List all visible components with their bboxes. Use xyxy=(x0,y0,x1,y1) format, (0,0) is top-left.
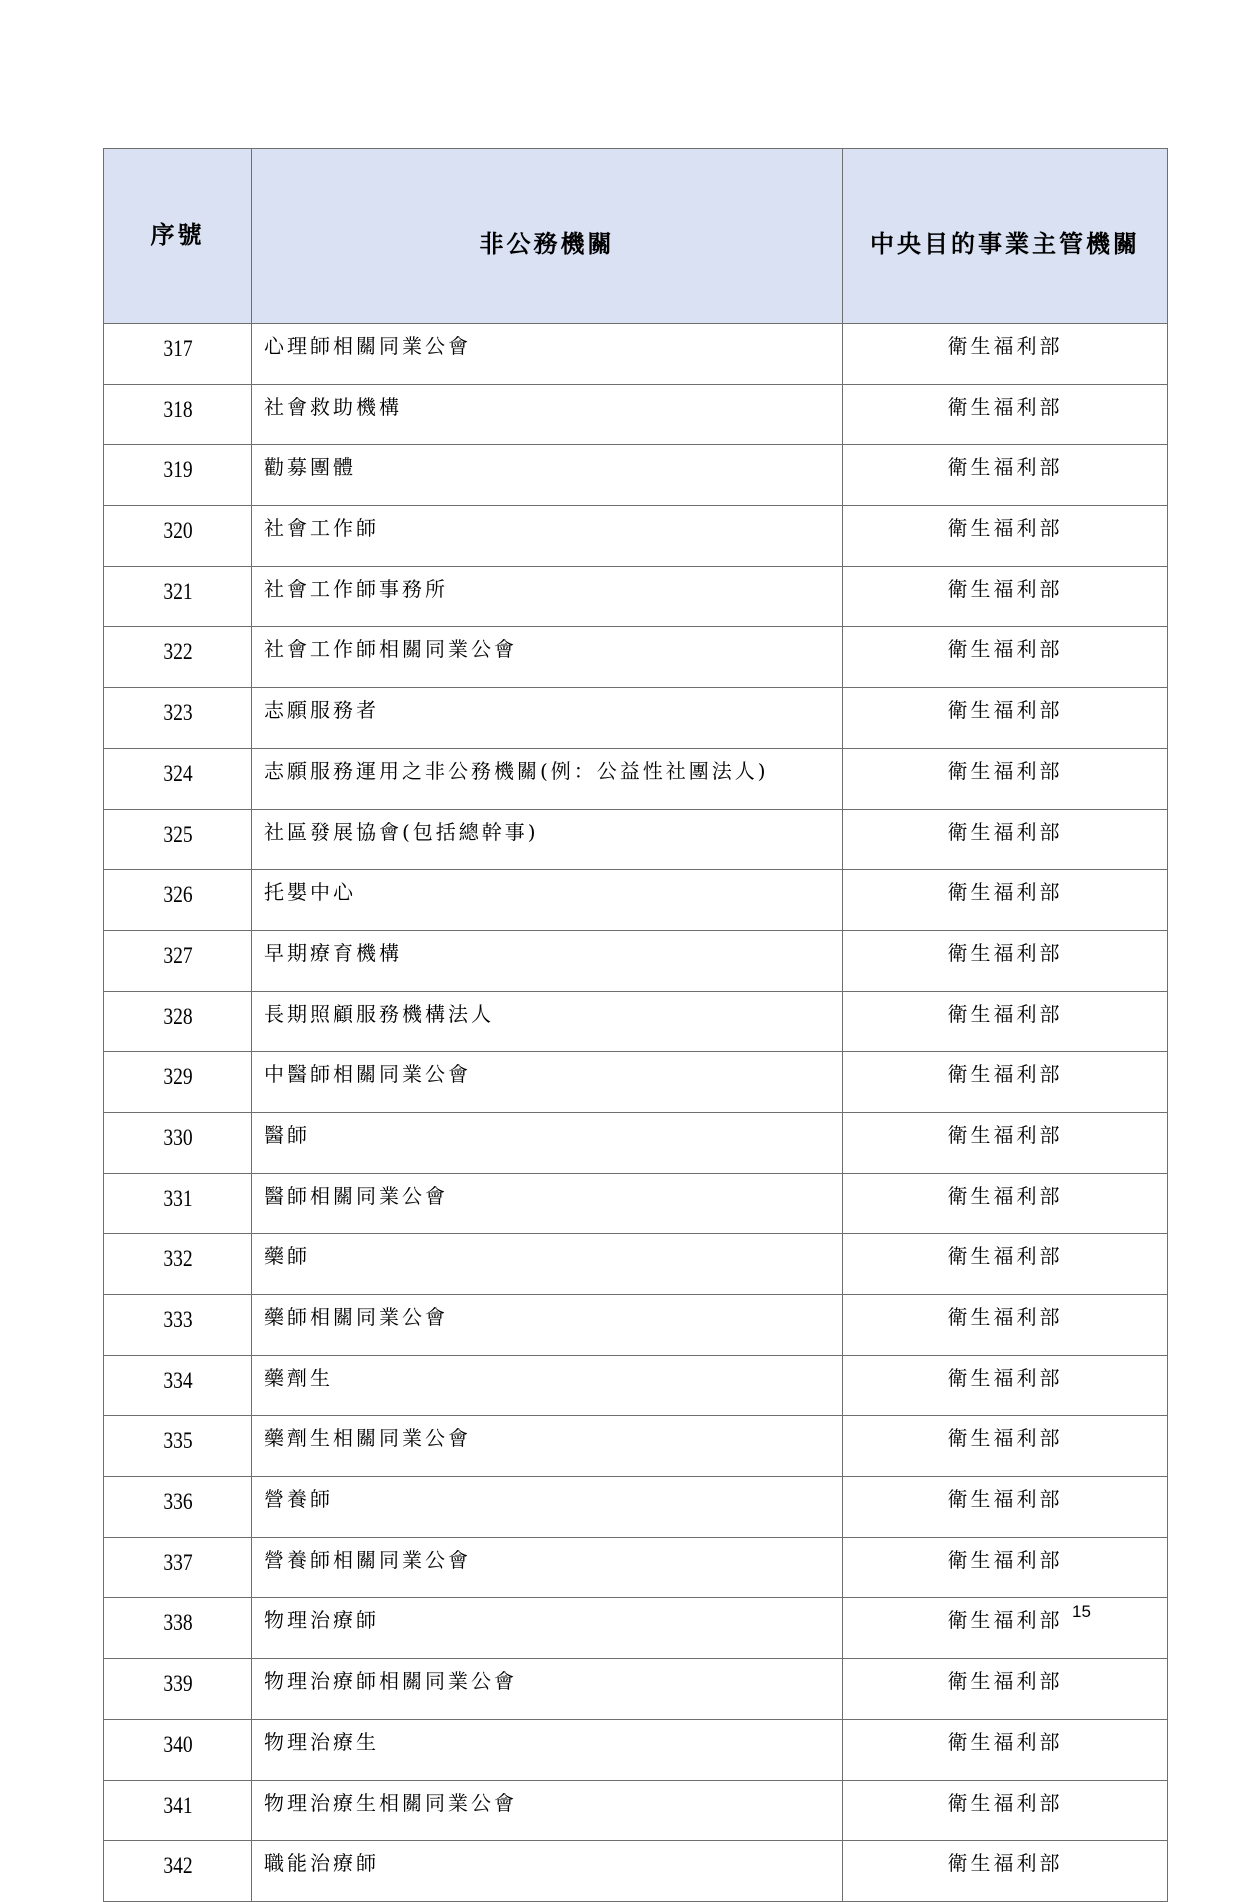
row-authority: 衛生福利部 xyxy=(843,809,1168,870)
header-authority: 中央目的事業主管機關 xyxy=(843,149,1168,324)
row-organization: 早期療育機構 xyxy=(252,930,843,991)
row-authority: 衛生福利部 xyxy=(843,1355,1168,1416)
table-row xyxy=(104,324,1168,385)
row-organization: 物理治療生 xyxy=(252,1719,843,1780)
header-org: 非公務機關 xyxy=(252,149,843,324)
table-row xyxy=(104,627,1168,688)
row-authority: 衛生福利部 xyxy=(843,1295,1168,1356)
table-row xyxy=(104,1598,1168,1659)
table-row xyxy=(104,1659,1168,1720)
table-row xyxy=(104,870,1168,931)
row-number: 327 xyxy=(115,930,241,991)
table-row xyxy=(104,991,1168,1052)
row-organization: 志願服務者 xyxy=(252,688,843,749)
row-authority: 衛生福利部 xyxy=(843,1173,1168,1234)
row-number: 336 xyxy=(115,1477,241,1538)
row-organization: 社會工作師事務所 xyxy=(252,566,843,627)
row-authority: 衛生福利部 xyxy=(843,1416,1168,1477)
row-authority: 衛生福利部 xyxy=(843,1112,1168,1173)
row-organization: 物理治療生相關同業公會 xyxy=(252,1780,843,1841)
row-authority: 衛生福利部 xyxy=(843,384,1168,445)
row-organization: 心理師相關同業公會 xyxy=(252,324,843,385)
row-number: 318 xyxy=(115,384,241,445)
row-authority: 衛生福利部 xyxy=(843,1841,1168,1902)
row-number: 332 xyxy=(115,1234,241,1295)
page-number: 15 xyxy=(1072,1602,1091,1621)
row-authority: 衛生福利部 xyxy=(843,748,1168,809)
table-row xyxy=(104,748,1168,809)
row-number: 337 xyxy=(115,1537,241,1598)
row-number: 340 xyxy=(115,1719,241,1780)
row-authority: 衛生福利部 xyxy=(843,991,1168,1052)
row-number: 341 xyxy=(115,1780,241,1841)
row-number: 323 xyxy=(115,688,241,749)
row-number: 321 xyxy=(115,566,241,627)
row-organization: 藥師 xyxy=(252,1234,843,1295)
table-row xyxy=(104,1355,1168,1416)
row-authority: 衛生福利部 xyxy=(843,506,1168,567)
row-organization: 職能治療師 xyxy=(252,1841,843,1902)
row-number: 317 xyxy=(115,324,241,385)
row-organization: 社區發展協會(包括總幹事) xyxy=(252,809,843,870)
row-organization: 社會工作師 xyxy=(252,506,843,567)
table-row xyxy=(104,1719,1168,1780)
header-seq: 序號 xyxy=(104,149,252,324)
table-row xyxy=(104,1112,1168,1173)
table-row xyxy=(104,445,1168,506)
row-organization: 藥劑生相關同業公會 xyxy=(252,1416,843,1477)
table-row xyxy=(104,1780,1168,1841)
row-authority: 衛生福利部 xyxy=(843,1780,1168,1841)
table-row xyxy=(104,384,1168,445)
row-number: 338 xyxy=(115,1598,241,1659)
table-row xyxy=(104,1416,1168,1477)
organization-table xyxy=(103,148,1168,1902)
row-number: 335 xyxy=(115,1416,241,1477)
row-organization: 托嬰中心 xyxy=(252,870,843,931)
table-header-row xyxy=(104,149,1168,324)
row-organization: 藥師相關同業公會 xyxy=(252,1295,843,1356)
table-row xyxy=(104,1173,1168,1234)
row-authority: 衛生福利部 xyxy=(843,324,1168,385)
row-authority: 衛生福利部 xyxy=(843,688,1168,749)
row-authority: 衛生福利部 xyxy=(843,1477,1168,1538)
row-organization: 醫師 xyxy=(252,1112,843,1173)
table-row xyxy=(104,506,1168,567)
table-row xyxy=(104,688,1168,749)
row-organization: 營養師 xyxy=(252,1477,843,1538)
row-organization: 物理治療師 xyxy=(252,1598,843,1659)
row-number: 329 xyxy=(115,1052,241,1113)
row-organization: 社會救助機構 xyxy=(252,384,843,445)
row-number: 339 xyxy=(115,1659,241,1720)
row-authority: 衛生福利部 xyxy=(843,1659,1168,1720)
row-authority: 衛生福利部 xyxy=(843,1234,1168,1295)
row-number: 322 xyxy=(115,627,241,688)
row-authority: 衛生福利部 xyxy=(843,870,1168,931)
table-row xyxy=(104,1537,1168,1598)
table-row xyxy=(104,1295,1168,1356)
table-row xyxy=(104,566,1168,627)
row-number: 328 xyxy=(115,991,241,1052)
row-authority: 衛生福利部 xyxy=(843,566,1168,627)
row-organization: 志願服務運用之非公務機關(例：公益性社團法人) xyxy=(252,748,843,809)
table-row xyxy=(104,1234,1168,1295)
row-number: 330 xyxy=(115,1112,241,1173)
row-number: 331 xyxy=(115,1173,241,1234)
row-number: 326 xyxy=(115,870,241,931)
row-organization: 藥劑生 xyxy=(252,1355,843,1416)
table-row xyxy=(104,1477,1168,1538)
table-row xyxy=(104,809,1168,870)
row-organization: 長期照顧服務機構法人 xyxy=(252,991,843,1052)
row-number: 325 xyxy=(115,809,241,870)
row-organization: 社會工作師相關同業公會 xyxy=(252,627,843,688)
row-number: 320 xyxy=(115,506,241,567)
row-authority: 衛生福利部 xyxy=(843,1537,1168,1598)
row-number: 333 xyxy=(115,1295,241,1356)
row-number: 319 xyxy=(115,445,241,506)
row-authority: 衛生福利部 xyxy=(843,1052,1168,1113)
table-row xyxy=(104,930,1168,991)
row-authority: 衛生福利部 xyxy=(843,1719,1168,1780)
row-organization: 醫師相關同業公會 xyxy=(252,1173,843,1234)
row-authority: 衛生福利部 xyxy=(843,1598,1168,1659)
row-organization: 物理治療師相關同業公會 xyxy=(252,1659,843,1720)
row-number: 342 xyxy=(115,1841,241,1902)
row-authority: 衛生福利部 xyxy=(843,627,1168,688)
row-number: 334 xyxy=(115,1355,241,1416)
row-authority: 衛生福利部 xyxy=(843,445,1168,506)
table-row xyxy=(104,1052,1168,1113)
row-organization: 營養師相關同業公會 xyxy=(252,1537,843,1598)
row-authority: 衛生福利部 xyxy=(843,930,1168,991)
row-organization: 中醫師相關同業公會 xyxy=(252,1052,843,1113)
row-organization: 勸募團體 xyxy=(252,445,843,506)
table-row xyxy=(104,1841,1168,1902)
row-number: 324 xyxy=(115,748,241,809)
